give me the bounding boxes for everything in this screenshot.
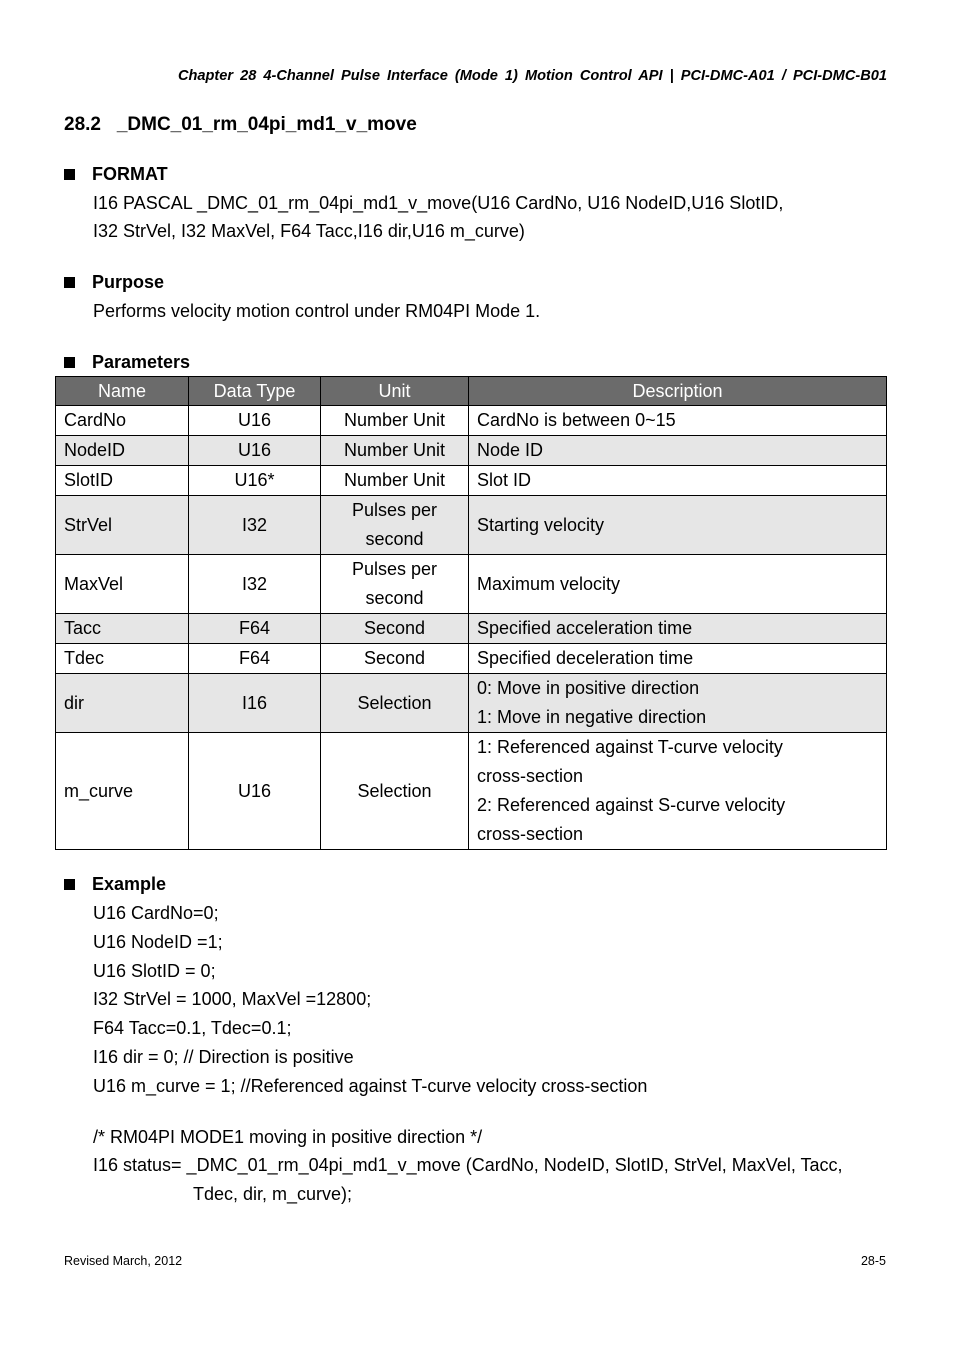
param-description-line: Starting velocity [477, 514, 605, 535]
param-description-cell [469, 674, 887, 733]
param-type-cell: U16 [189, 436, 321, 466]
section-number: 28.2 [64, 114, 101, 135]
param-description-cell [469, 614, 887, 644]
param-type-cell: F64 [189, 614, 321, 644]
format-heading-label: FORMAT [92, 163, 168, 184]
param-description-line: 1: Referenced against T-curve velocity [477, 737, 783, 757]
param-name-cell: dir [56, 674, 189, 733]
param-unit-cell [321, 496, 469, 555]
param-name-cell: Tdec [56, 644, 189, 674]
parameters-table-body [56, 406, 887, 850]
param-unit-line: Second [363, 618, 426, 638]
param-unit-line: Number Unit [343, 410, 446, 430]
param-type-cell: F64 [189, 644, 321, 674]
purpose-heading-label: Purpose [92, 271, 165, 292]
table-row [56, 466, 887, 496]
param-unit-cell [321, 674, 469, 733]
table-row [56, 406, 887, 436]
param-type-cell: U16 [189, 406, 321, 436]
param-type-cell: I16 [189, 674, 321, 733]
param-description-line: Slot ID [477, 470, 532, 490]
parameters-heading [64, 350, 190, 374]
param-unit-line: second [365, 588, 424, 608]
format-line-2: I32 StrVel, I32 MaxVel, F64 Tacc,I16 dir,U16 m_curve) [93, 221, 525, 241]
param-type-cell: I32 [189, 496, 321, 555]
param-name-cell: MaxVel [56, 555, 189, 614]
table-row [56, 674, 887, 733]
example-line-7: U16 m_curve = 1; //Referenced against T-curve velocity cross-section [93, 1076, 648, 1096]
bullet-square-icon [64, 277, 75, 288]
example-call-line-2: Tdec, dir, m_curve); [193, 1184, 353, 1204]
param-unit-line: Selection [357, 780, 432, 801]
column-header-unit: Unit [321, 377, 469, 406]
param-unit-line: Number Unit [343, 440, 446, 460]
bullet-square-icon [64, 879, 75, 890]
param-description-cell [469, 466, 887, 496]
column-header-data-type: Data Type [189, 377, 321, 406]
param-unit-cell [321, 436, 469, 466]
param-description-cell [469, 406, 887, 436]
table-row [56, 644, 887, 674]
param-unit-line: Pulses per [351, 500, 438, 520]
param-description-cell [469, 496, 887, 555]
param-description-line: Specified acceleration time [477, 618, 693, 638]
column-header-name: Name [56, 377, 189, 406]
param-description-cell [469, 436, 887, 466]
example-line-6: I16 dir = 0; // Direction is positive [93, 1047, 354, 1067]
column-header-description: Description [469, 377, 887, 406]
param-description-line: cross-section [477, 824, 584, 844]
param-description-cell [469, 555, 887, 614]
param-description-cell [469, 733, 887, 850]
param-name-cell: CardNo [56, 406, 189, 436]
param-unit-cell [321, 644, 469, 674]
example-line-1: U16 CardNo=0; [93, 903, 219, 923]
page-header: Chapter 28 4-Channel Pulse Interface (Mode 1) Motion Control API | PCI-DMC-A01 / PCI-DMC-B01 [177, 68, 887, 84]
param-unit-line: second [365, 529, 424, 549]
param-name-cell: m_curve [56, 733, 189, 850]
example-heading [64, 872, 166, 896]
param-unit-line: Pulses per [351, 559, 438, 579]
param-name-cell: NodeID [56, 436, 189, 466]
param-description-line: cross-section [477, 766, 584, 786]
bullet-square-icon [64, 169, 75, 180]
param-unit-cell [321, 614, 469, 644]
footer-revision: Revised March, 2012 [64, 1254, 183, 1268]
param-name-cell: Tacc [56, 614, 189, 644]
param-name-cell: SlotID [56, 466, 189, 496]
param-type-cell: I32 [189, 555, 321, 614]
table-row [56, 496, 887, 555]
parameters-heading-label: Parameters [92, 351, 191, 372]
table-row [56, 733, 887, 850]
parameters-table [55, 376, 887, 850]
param-description-line: Specified deceleration time [477, 648, 694, 668]
example-line-2: U16 NodeID =1; [93, 932, 223, 952]
param-description-line: 2: Referenced against S-curve velocity [477, 795, 786, 815]
example-comment: /* RM04PI MODE1 moving in positive direction */ [93, 1127, 483, 1147]
table-header-row [56, 377, 887, 406]
example-line-3: U16 SlotID = 0; [93, 961, 216, 981]
param-description-line: 0: Move in positive direction [477, 678, 700, 698]
param-description-line: CardNo is between 0~15 [477, 410, 676, 430]
param-unit-line: Selection [357, 692, 432, 713]
param-name-cell: StrVel [56, 496, 189, 555]
table-row [56, 614, 887, 644]
bullet-square-icon [64, 357, 75, 368]
param-unit-cell [321, 733, 469, 850]
param-type-cell: U16 [189, 733, 321, 850]
param-type-cell: U16* [189, 466, 321, 496]
param-unit-cell [321, 555, 469, 614]
example-heading-label: Example [92, 873, 167, 894]
table-row [56, 555, 887, 614]
param-description-line: 1: Move in negative direction [477, 707, 707, 727]
param-unit-cell [321, 406, 469, 436]
param-unit-cell [321, 466, 469, 496]
param-description-cell [469, 644, 887, 674]
format-line-1: I16 PASCAL _DMC_01_rm_04pi_md1_v_move(U16 CardNo, U16 NodeID,U16 SlotID, [93, 193, 784, 213]
example-line-5: F64 Tacc=0.1, Tdec=0.1; [93, 1018, 292, 1038]
example-call-line-1: I16 status= _DMC_01_rm_04pi_md1_v_move (CardNo, NodeID, SlotID, StrVel, MaxVel, Tacc, [93, 1155, 843, 1175]
section-title [64, 114, 417, 136]
param-description-line: Maximum velocity [477, 573, 621, 594]
purpose-text: Performs velocity motion control under RM04PI Mode 1. [93, 301, 541, 321]
param-description-line: Node ID [477, 440, 544, 460]
section-name: _DMC_01_rm_04pi_md1_v_move [116, 114, 417, 135]
format-heading [64, 162, 168, 186]
table-row [56, 436, 887, 466]
example-line-4: I32 StrVel = 1000, MaxVel =12800; [93, 989, 372, 1009]
purpose-heading [64, 270, 164, 294]
footer-page-number: 28-5 [860, 1254, 886, 1268]
param-unit-line: Number Unit [343, 470, 446, 490]
param-unit-line: Second [363, 648, 426, 668]
